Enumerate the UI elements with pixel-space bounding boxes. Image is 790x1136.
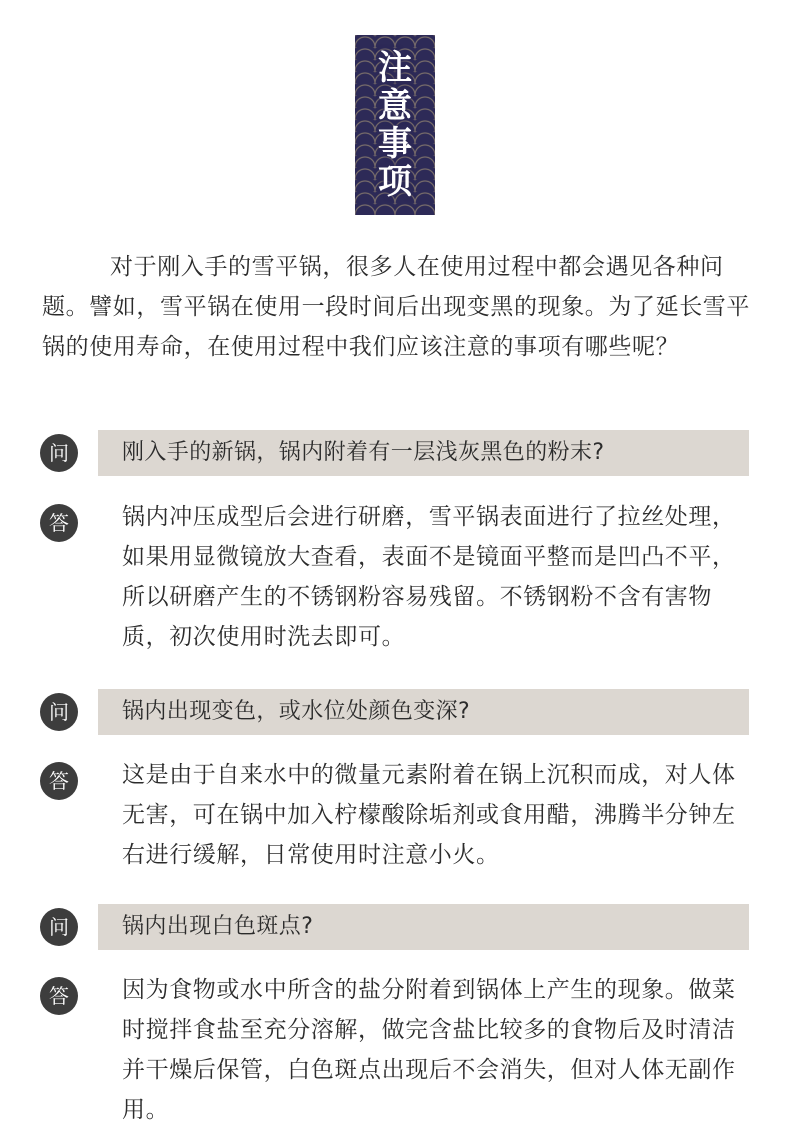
question-marker-icon: 问 bbox=[40, 693, 78, 731]
question-bar: 锅内出现白色斑点? bbox=[98, 904, 749, 950]
question-bar: 刚入手的新锅，锅内附着有一层浅灰黑色的粉末? bbox=[98, 430, 749, 476]
answer-text: 这是由于自来水中的微量元素附着在锅上沉积而成，对人体无害，可在锅中加入柠檬酸除垢剂或食用醋，沸腾半分钟左右进行缓解，日常使用时注意小火。 bbox=[122, 762, 736, 868]
question-marker-icon: 问 bbox=[40, 434, 78, 472]
answer-marker-icon: 答 bbox=[40, 762, 78, 800]
answer-text: 因为食物或水中所含的盐分附着到锅体上产生的现象。做菜时搅拌食盐至充分溶解，做完含盐比较多的食物后及时清洁并干燥后保管，白色斑点出现后不会消失，但对人体无副作用。 bbox=[122, 977, 736, 1123]
title-badge bbox=[355, 35, 435, 215]
title-char: 事 bbox=[378, 124, 412, 164]
answer-marker-icon: 答 bbox=[40, 977, 78, 1015]
title-char: 意 bbox=[378, 86, 412, 126]
answer-marker-icon: 答 bbox=[40, 504, 78, 542]
title-char: 项 bbox=[378, 162, 412, 202]
question-marker-icon: 问 bbox=[40, 908, 78, 946]
answer-text: 锅内冲压成型后会进行研磨，雪平锅表面进行了拉丝处理，如果用显微镜放大查看，表面不是镜面平整而是凹凸不平，所以研磨产生的不锈钢粉容易残留。不锈钢粉不含有害物质，初次使用时洗去即可。 bbox=[122, 504, 736, 650]
title-char: 注 bbox=[378, 48, 412, 88]
intro-paragraph: 对于刚入手的雪平锅，很多人在使用过程中都会遇见各种问题。譬如，雪平锅在使用一段时间后出现变黑的现象。为了延长雪平锅的使用寿命，在使用过程中我们应该注意的事项有哪些呢？ bbox=[42, 254, 750, 360]
question-bar: 锅内出现变色，或水位处颜色变深? bbox=[98, 689, 749, 735]
